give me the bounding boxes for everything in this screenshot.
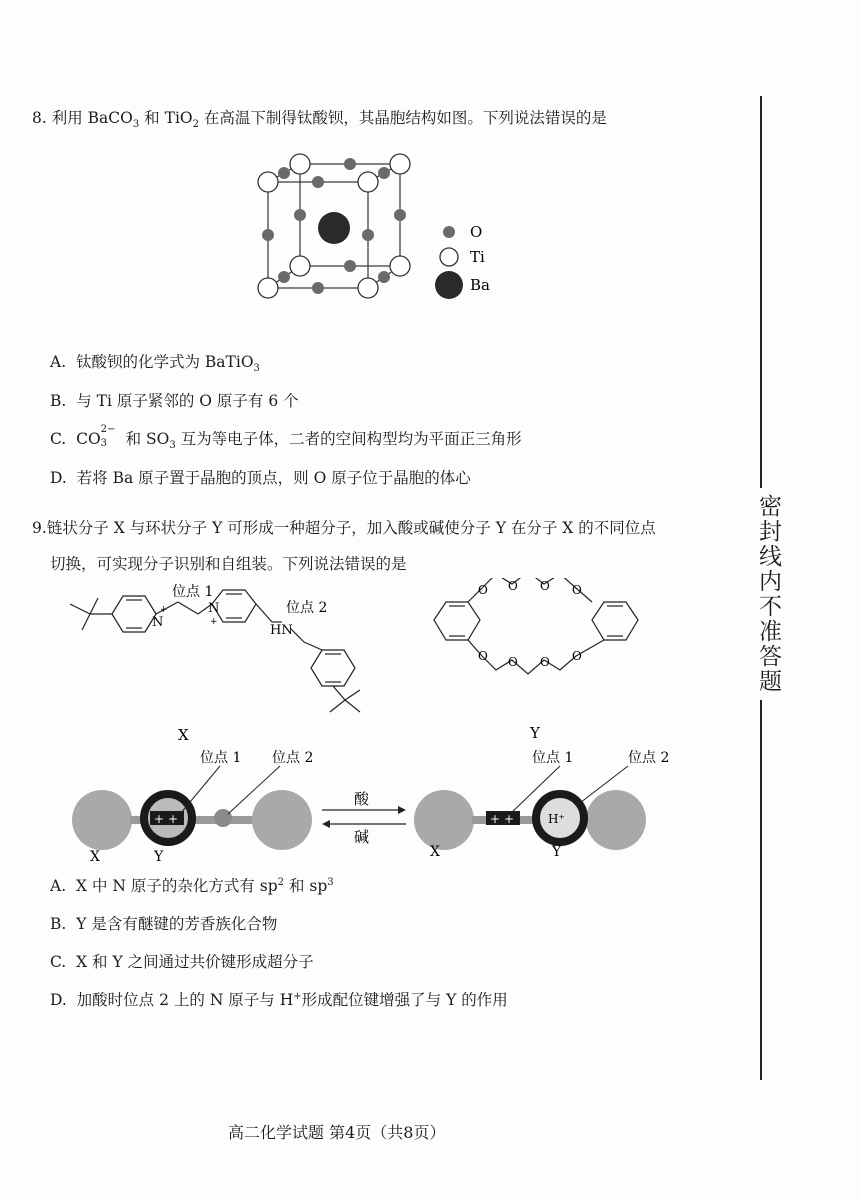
charge-plus-2: + xyxy=(210,617,218,627)
option-text: 钛酸钡的化学式为 BaTiO xyxy=(75,353,254,371)
legend-ba-swatch xyxy=(435,271,463,299)
x-site1-label: 位点 1 xyxy=(172,584,214,600)
option-label: D. xyxy=(50,991,67,1009)
ti-atom xyxy=(290,154,310,174)
question-9-stem-line1 xyxy=(32,516,656,538)
ether-o: O xyxy=(478,649,488,663)
left-site2-label: 位点 2 xyxy=(272,750,314,766)
charge-plus: + xyxy=(504,812,515,826)
q8-text-c: 在高温下制得钛酸钡，其晶胞结构如图。下列说法错误的是 xyxy=(198,109,607,127)
left-site1-label: 位点 1 xyxy=(200,750,242,766)
option-label: B. xyxy=(50,392,67,410)
seal-line-notice: 密封线内不准答题 xyxy=(755,488,785,700)
hn-label: HN xyxy=(270,623,293,638)
site2-node xyxy=(214,809,232,827)
o-atom xyxy=(294,209,306,221)
ether-o: O xyxy=(478,583,488,597)
o-atom xyxy=(378,271,390,283)
n-plus-label-1: N xyxy=(152,615,164,630)
ether-o: O xyxy=(540,579,550,593)
charge-plus-1: + xyxy=(160,605,168,615)
q8-option-c xyxy=(50,424,522,452)
stopper-left xyxy=(414,790,474,850)
acid-label: 酸 xyxy=(354,790,370,808)
o-atom xyxy=(278,271,290,283)
switching-diagram xyxy=(60,746,680,864)
option-sup: + xyxy=(293,990,302,1002)
o-atom xyxy=(362,229,374,241)
option-sup: 3 xyxy=(327,876,334,888)
q9-option-c xyxy=(50,950,314,972)
q9-option-d xyxy=(50,988,508,1010)
equilibrium-arrows xyxy=(322,790,406,846)
o-atom xyxy=(344,260,356,272)
ti-atom xyxy=(358,172,378,192)
o-atom xyxy=(378,167,390,179)
molecule-x-label: X xyxy=(178,726,189,742)
o-atom xyxy=(394,209,406,221)
ether-o: O xyxy=(540,655,550,669)
option-text: 加酸时位点 2 上的 N 原子与 H xyxy=(76,991,294,1009)
option-text: Y 是含有醚键的芳香族化合物 xyxy=(76,915,278,933)
molecule-y-structure xyxy=(420,578,660,744)
charge-plus: + xyxy=(490,812,501,826)
molecule-x-structure xyxy=(60,582,400,742)
legend-ti-swatch xyxy=(440,248,458,266)
q9-option-a xyxy=(50,874,334,896)
option-text: 和 SO xyxy=(120,430,170,448)
question-9-number: 9. xyxy=(32,519,47,537)
o-atom xyxy=(312,282,324,294)
ti-atom xyxy=(390,154,410,174)
o-atom xyxy=(344,158,356,170)
option-text: 形成配位键增强了与 Y 的作用 xyxy=(301,991,508,1009)
option-sub: 3 xyxy=(100,438,108,449)
option-sup: 2 xyxy=(277,876,285,888)
ether-o: O xyxy=(508,655,518,669)
q8-option-a xyxy=(50,350,260,374)
ether-o: O xyxy=(572,649,582,663)
q9-line1: 链状分子 X 与环状分子 Y 可形成一种超分子，加入酸或碱使分子 Y 在分子 X 的不同位点 xyxy=(46,519,656,537)
right-site1-label: 位点 1 xyxy=(532,750,574,766)
charge-plus: + xyxy=(168,812,179,826)
left-state xyxy=(72,749,313,864)
stopper-right xyxy=(586,790,646,850)
q8-text-a: 利用 BaCO xyxy=(51,109,133,127)
ti-atom xyxy=(258,172,278,192)
option-label: C. xyxy=(50,953,67,971)
q8-option-b xyxy=(50,389,299,411)
option-label: C. xyxy=(50,430,67,448)
option-label: D. xyxy=(50,469,67,487)
q9-option-b xyxy=(50,912,277,934)
ti-atom xyxy=(390,256,410,276)
option-text: X 和 Y 之间通过共价键形成超分子 xyxy=(76,953,314,971)
legend-ba-label: Ba xyxy=(470,276,490,294)
option-sub: 3 xyxy=(253,363,260,375)
q8-sub-b: 2 xyxy=(192,119,199,131)
stopper-left xyxy=(72,790,132,850)
base-label: 碱 xyxy=(354,828,370,846)
o-atom xyxy=(278,167,290,179)
q8-sub-a: 3 xyxy=(132,119,140,131)
x-site2-label: 位点 2 xyxy=(286,600,328,616)
molecule-y-label: Y xyxy=(530,724,540,742)
charge-stack xyxy=(100,424,121,449)
page-footer: 高二化学试题 第4页（共8页） xyxy=(228,1123,446,1142)
question-9-stem-line2: 切换，可实现分子识别和自组装。下列说法错误的是 xyxy=(50,555,407,573)
ether-o: O xyxy=(508,579,518,593)
option-sup: 2− xyxy=(100,424,116,435)
option-text: 互为等电子体，二者的空间构型均为平面正三角形 xyxy=(175,430,522,448)
question-8-stem xyxy=(32,106,607,130)
leader-line xyxy=(180,766,220,814)
option-label: B. xyxy=(50,915,67,933)
h-plus-label: H⁺ xyxy=(548,812,565,826)
left-x-label: X xyxy=(90,849,100,864)
n-plus-label-2: N xyxy=(208,601,220,616)
o-atom xyxy=(262,229,274,241)
ether-o: O xyxy=(572,583,582,597)
q8-option-d xyxy=(50,466,471,488)
charge-plus: + xyxy=(154,812,165,826)
ba-atom xyxy=(318,212,350,244)
crystal-cell-diagram xyxy=(240,142,520,312)
option-text: 若将 Ba 原子置于晶胞的顶点，则 O 原子位于晶胞的体心 xyxy=(76,469,471,487)
option-text: 和 sp xyxy=(284,877,328,895)
legend-o-label: O xyxy=(470,223,483,241)
right-y-label: Y xyxy=(552,844,562,860)
legend-o-swatch xyxy=(443,226,455,238)
question-8-number: 8. xyxy=(32,109,47,127)
right-state xyxy=(414,749,669,860)
option-text: 与 Ti 原子紧邻的 O 原子有 6 个 xyxy=(76,392,299,410)
option-text: CO xyxy=(76,430,101,448)
option-label: A. xyxy=(50,353,67,371)
ti-atom xyxy=(258,278,278,298)
legend-ti-label: Ti xyxy=(470,248,485,266)
ti-atom xyxy=(290,256,310,276)
option-text: X 中 N 原子的杂化方式有 sp xyxy=(75,877,278,895)
stopper-right xyxy=(252,790,312,850)
right-site2-label: 位点 2 xyxy=(628,750,670,766)
o-atom xyxy=(312,176,324,188)
right-x-label: X xyxy=(430,844,440,860)
option-sub: 3 xyxy=(169,440,176,452)
ti-atom xyxy=(358,278,378,298)
q8-text-b: 和 TiO xyxy=(139,109,193,127)
option-label: A. xyxy=(50,877,67,895)
left-y-label: Y xyxy=(154,849,164,864)
